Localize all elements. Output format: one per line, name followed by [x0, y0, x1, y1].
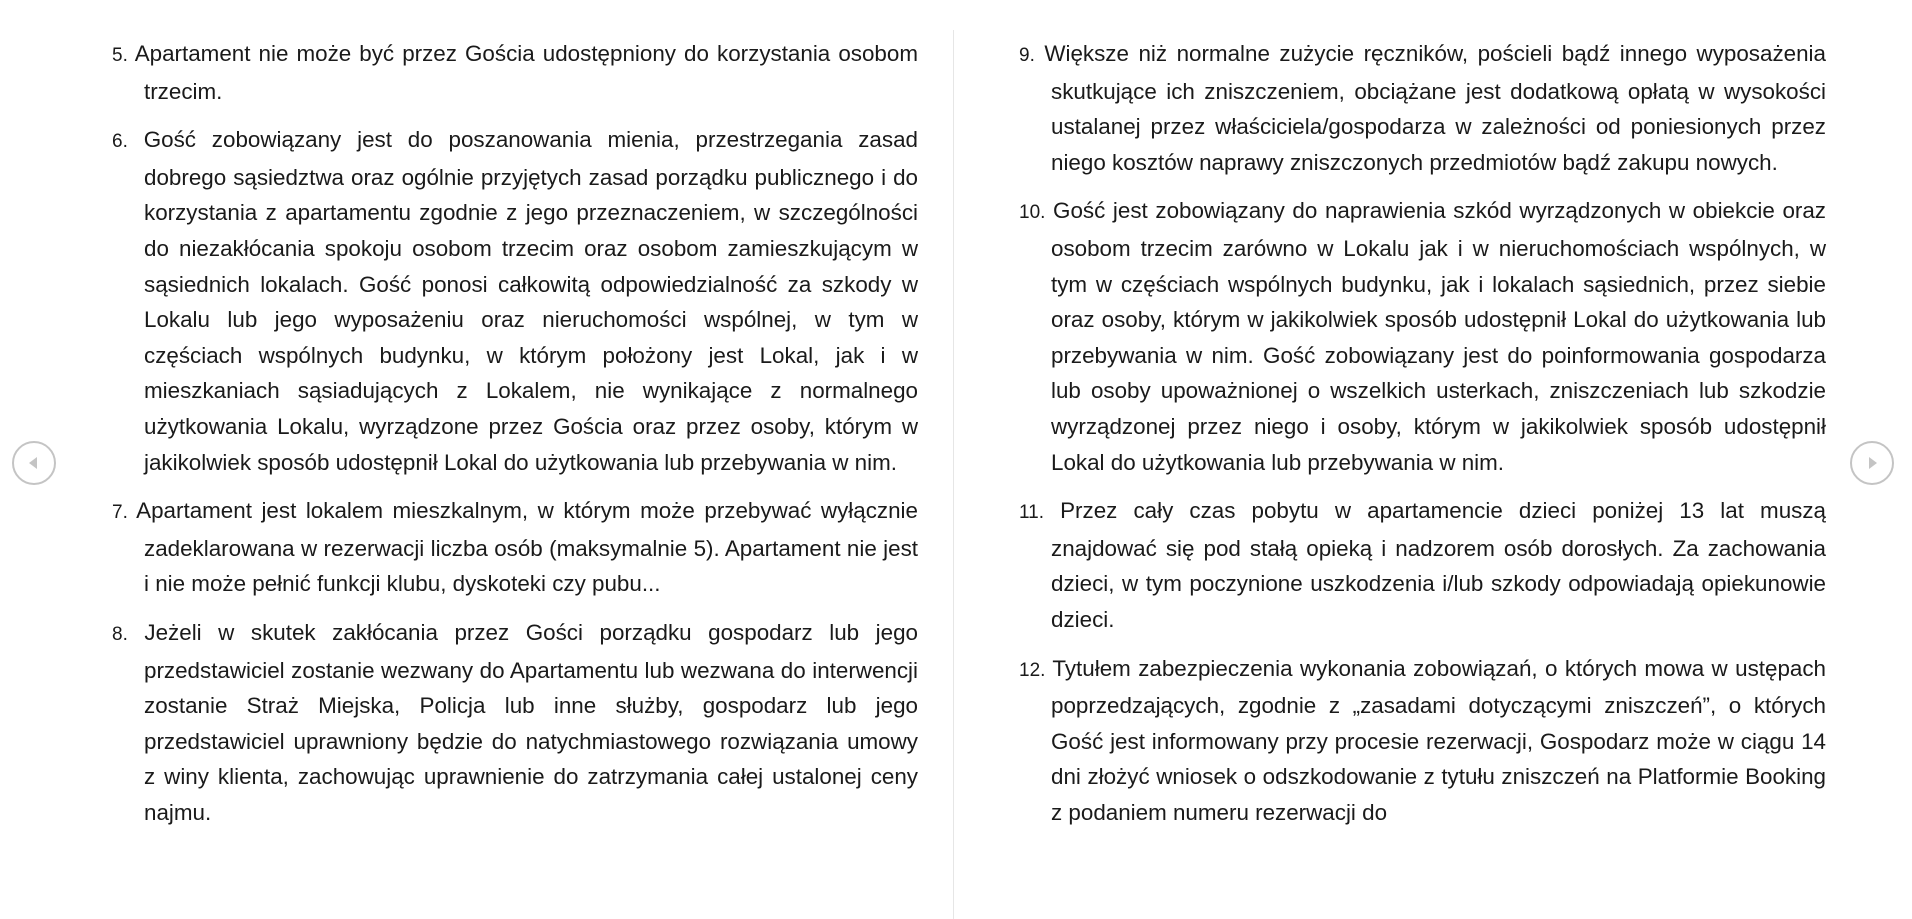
item-number: 10. [1019, 202, 1046, 224]
item-text: Jeżeli w skutek zakłócania przez Gości porządku gospodarz lub jego przedstawiciel zostanie wezwany do Apartamentu lub wezwana do interwencji zostanie Straż Miejska, Policja lub inne służby, gospodarz lub jego przedstawiciel uprawniony będzie do natychmiastowego rozwiązania umowy z winy klienta, zachowując uprawnienie do zatrzymania całej ustalonej ceny najmu. [144, 619, 918, 825]
list-item [1019, 651, 1826, 831]
item-number: 12. [1019, 659, 1046, 681]
item-text: Apartament nie może być przez Gościa udostępniony do korzystania osobom trzecim. [134, 41, 918, 104]
list-item [112, 493, 918, 602]
item-number: 6. [112, 131, 128, 153]
previous-page-button[interactable] [12, 441, 56, 485]
item-number: 9. [1019, 45, 1035, 66]
item-text: Apartament jest lokalem mieszkalnym, w którym może przebywać wyłącznie zadeklarowana w rezerwacji liczba osób (maksymalnie 5). Apartament nie jest i nie może pełnić funkcji klubu, dyskoteki czy pubu... [136, 498, 918, 597]
left-page-column [112, 36, 918, 843]
list-item [112, 122, 918, 480]
item-text: Tytułem zabezpieczenia wykonania zobowiązań, o których mowa w ustępach poprzedzających, zgodnie z „zasadami dotyczącymi zniszczeń”, o których Gość jest informowany przy procesie rezerwacji, Gospodarz może w ciągu 14 dni złożyć wniosek o odszkodowanie z tytułu zniszczeń na Platformie Booking z podaniem numeru rezerwacji do [1051, 655, 1826, 825]
chevron-right-icon [1863, 454, 1881, 472]
list-item [112, 36, 918, 109]
list-item [112, 615, 918, 831]
list-item [1019, 36, 1826, 180]
page-divider [953, 30, 954, 919]
item-text: Gość zobowiązany jest do poszanowania mienia, przestrzegania zasad dobrego sąsiedztwa oraz ogólnie przyjętych zasad porządku publicznego i do korzystania z apartamentu zgodnie z jego przeznaczeniem, w szczególności do niezakłócania spokoju osobom trzecim oraz osobom zamieszkującym w sąsiednich lokalach. Gość ponosi całkowitą odpowiedzialność za szkody w Lokalu lub jego wyposażeniu oraz nieruchomości wspólnej, w tym w częściach wspólnych budynku, w którym położony jest Lokal, jak i w mieszkaniach sąsiadujących z Lokalem, nie wynikające z normalnego użytkowania Lokalu, wyrządzone przez Gościa oraz przez osoby, którym w jakikolwiek sposób udostępnił Lokal do użytkowania lub przebywania w nim. [143, 127, 918, 475]
item-text: Większe niż normalne zużycie ręczników, pościeli bądź innego wyposażenia skutkujące ich zniszczeniem, obciążane jest dodatkową opłatą w wysokości ustalanej przez właściciela/gospodarza w zależności od poniesionych przez niego kosztów naprawy zniszczonych przedmiotów bądź zakupu nowych. [1044, 41, 1826, 175]
item-number: 8. [112, 623, 128, 645]
item-number: 7. [112, 502, 128, 524]
chevron-left-icon [25, 454, 43, 472]
right-page-column [1019, 36, 1826, 843]
item-number: 5. [112, 45, 128, 66]
next-page-button[interactable] [1850, 441, 1894, 485]
list-item [1019, 193, 1826, 480]
list-item [1019, 493, 1826, 637]
item-text: Gość jest zobowiązany do naprawienia szkód wyrządzonych w obiekcie oraz osobom trzecim zarówno w Lokalu jak i w nieruchomościach wspólnych, w tym w częściach wspólnych budynku, jak i lokalach sąsiednich, przez siebie oraz osoby, którym w jakikolwiek sposób udostępnił Lokal do użytkowania lub przebywania w nim. Gość zobowiązany jest do poinformowania gospodarza lub osoby upoważnionej o wszelkich usterkach, zniszczeniach lub szkodzie wyrządzonej przez niego i osoby, którym w jakikolwiek sposób udostępnił Lokal do użytkowania lub przebywania w nim. [1051, 198, 1826, 475]
item-number: 11. [1019, 502, 1045, 524]
item-text: Przez cały czas pobytu w apartamencie dzieci poniżej 13 lat muszą znajdować się pod stałą opieką i nadzorem osób dorosłych. Za zachowania dzieci, w tym poczynione uszkodzenia i/lub szkody odpowiadają opiekunowie dzieci. [1051, 498, 1826, 632]
